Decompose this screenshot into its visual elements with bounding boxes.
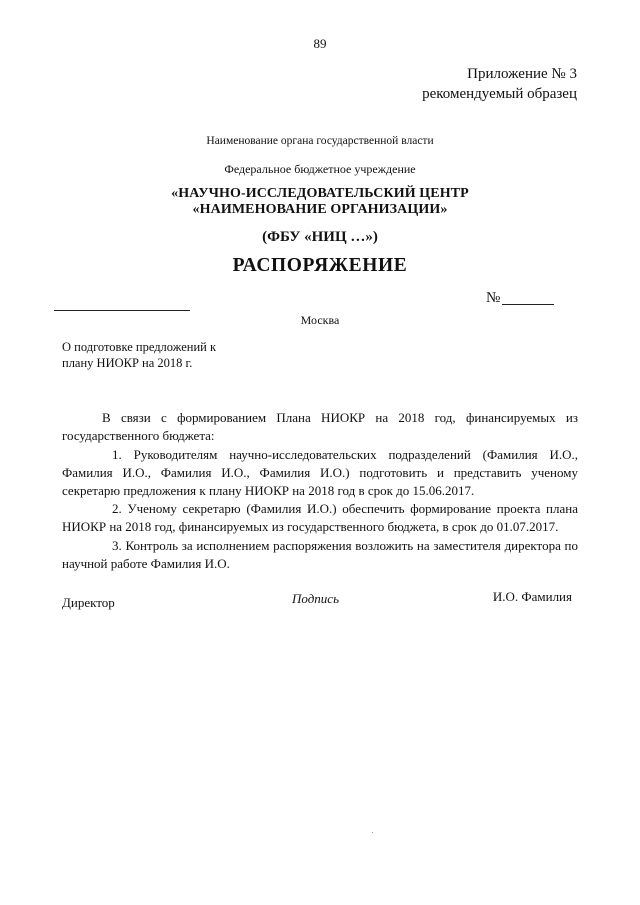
number-blank-line (502, 304, 554, 305)
signatory-name: И.О. Фамилия (492, 589, 572, 604)
appendix-note (422, 64, 577, 104)
document-title: РАСПОРЯЖЕНИЕ (232, 255, 408, 276)
institution-type: Федеральное бюджетное учреждение (224, 162, 416, 176)
organization-name (0, 186, 640, 218)
signatory-position: Директор (62, 595, 115, 610)
order-item-1: 1. Руководителям научно-исследовательских подразделений (Фамилия И.О., Фамилия И.О., Фамилия И.О., Фамилия И.О.) подготовить и представить ученому секретарю предложения к плану НИОКР на 2018 год в срок до 15.06.2017. (62, 447, 578, 498)
page-number: 89 (313, 36, 327, 51)
city: Москва (300, 313, 340, 327)
organization-abbreviation: (ФБУ «НИЦ …») (262, 229, 378, 245)
organization-name-line-1: «НАУЧНО-ИССЛЕДОВАТЕЛЬСКИЙ ЦЕНТР (171, 186, 469, 201)
document-subject (62, 339, 216, 371)
appendix-sample-label: рекомендуемый образец (422, 86, 577, 102)
number-label: № (486, 290, 501, 306)
signature-placeholder: Подпись (292, 591, 339, 606)
order-item-3: 3. Контроль за исполнением распоряжения возложить на заместителя директора по научной работе Фамилия И.О. (62, 538, 578, 571)
scan-speck (372, 832, 373, 833)
authority-name: Наименование органа государственной власти (206, 135, 434, 147)
subject-line-1: О подготовке предложений к (62, 340, 217, 354)
order-item-2: 2. Ученому секретарю (Фамилия И.О.) обеспечить формирование проекта плана НИОКР на 2018 год, финансируемых из государственного бюджета, в срок до 01.07.2017. (62, 501, 578, 534)
subject-line-2: плану НИОКР на 2018 г. (62, 356, 193, 370)
date-blank-line (54, 310, 190, 311)
organization-name-line-2: «НАИМЕНОВАНИЕ ОРГАНИЗАЦИИ» (192, 202, 448, 217)
appendix-number: Приложение № 3 (467, 66, 577, 82)
intro-paragraph: В связи с формированием Плана НИОКР на 2018 год, финансируемых из государственного бюджета: (62, 410, 578, 443)
